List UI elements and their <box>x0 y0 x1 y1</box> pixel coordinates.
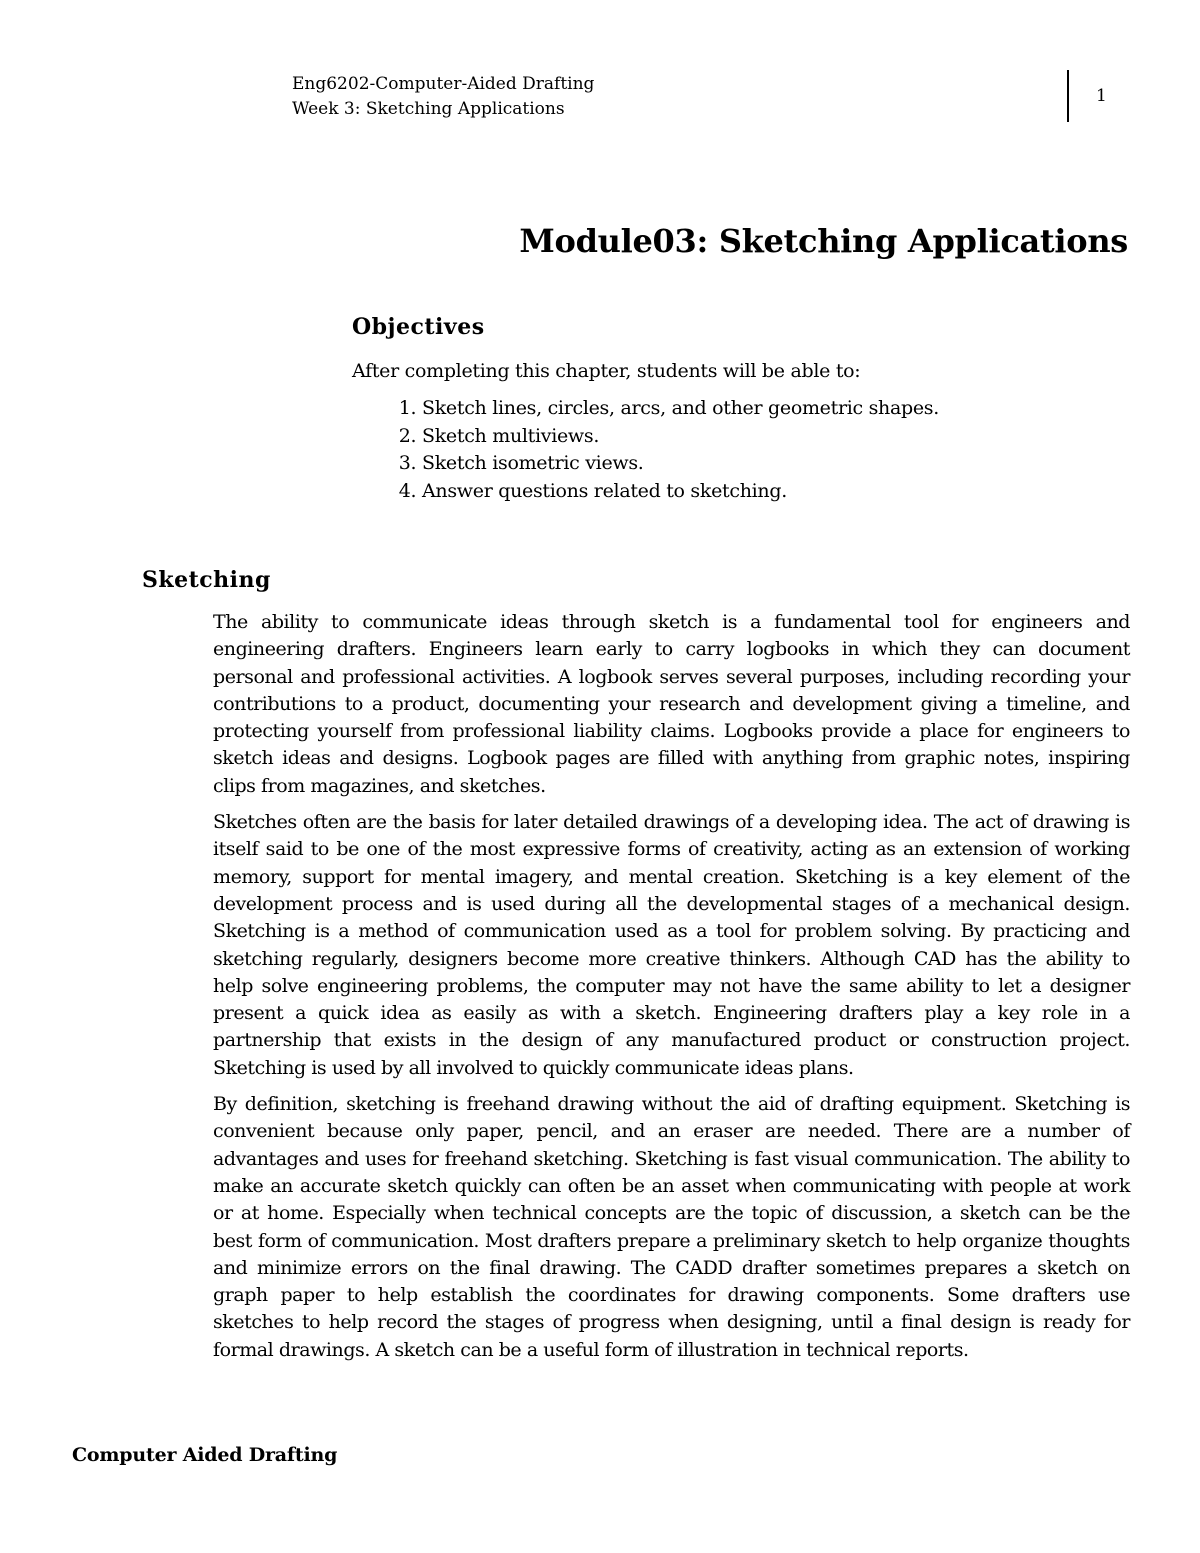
header-course: Eng6202-Computer-Aided Drafting <box>292 74 595 94</box>
objective-item: 3. Sketch isometric views. <box>422 450 1112 478</box>
running-header <box>292 72 594 122</box>
objectives-intro: After completing this chapter, students will be able to: <box>352 360 861 382</box>
page-number: 1 <box>1096 86 1107 106</box>
sketching-body <box>213 609 1130 1373</box>
header-week: Week 3: Sketching Applications <box>292 99 565 119</box>
objectives-section <box>352 314 1112 505</box>
sketching-heading: Sketching <box>142 567 271 593</box>
module-title: Module03: Sketching Applications <box>519 222 1128 260</box>
page-footer: Computer Aided Drafting <box>72 1444 338 1466</box>
objective-item: 4. Answer questions related to sketching. <box>422 478 1112 506</box>
body-paragraph: By definition, sketching is freehand drawing without the aid of drafting equipment. Sketching is convenient because only paper, pencil, and an eraser are needed. There are a number of advantages and uses for freehand sketching. Sketching is fast visual communication. The ability to make an accurate sketch quickly can often be an asset when communicating with people at work or at home. Especially when technical concepts are the topic of discussion, a sketch can be the best form of communication. Most drafters prepare a preliminary sketch to help organize thoughts and minimize errors on the final drawing. The CADD drafter sometimes prepares a sketch on graph paper to help establish the coordinates for drawing components. Some drafters use sketches to help record the stages of progress when designing, until a final design is ready for formal drawings. A sketch can be a useful form of illustration in technical reports. <box>213 1093 1130 1361</box>
body-paragraph: Sketches often are the basis for later detailed drawings of a developing idea. The act of drawing is itself said to be one of the most expressive forms of creativity, acting as an extension of working memory, support for mental imagery, and mental creation. Sketching is a key element of the development process and is used during all the developmental stages of a mechanical design. Sketching is a method of communication used as a tool for problem solving. By practicing and sketching regularly, designers become more creative thinkers. Although CAD has the ability to help solve engineering problems, the computer may not have the same ability to let a designer present a quick idea as easily as with a sketch. Engineering drafters play a key role in a partnership that exists in the design of any manufactured product or construction project. Sketching is used by all involved to quickly communicate ideas plans. <box>213 811 1130 1079</box>
objectives-list <box>352 395 1112 505</box>
body-paragraph: The ability to communicate ideas through sketch is a fundamental tool for engineers and engineering drafters. Engineers learn early to carry logbooks in which they can document personal and professional activities. A logbook serves several purposes, including recording your contributions to a product, documenting your research and development giving a timeline, and protecting yourself from professional liability claims. Logbooks provide a place for engineers to sketch ideas and designs. Logbook pages are filled with anything from graphic notes, inspiring clips from magazines, and sketches. <box>213 611 1130 797</box>
objectives-heading: Objectives <box>352 314 485 340</box>
objective-item: 2. Sketch multiviews. <box>422 423 1112 451</box>
objective-item: 1. Sketch lines, circles, arcs, and other geometric shapes. <box>422 395 1112 423</box>
header-divider <box>1067 70 1069 122</box>
